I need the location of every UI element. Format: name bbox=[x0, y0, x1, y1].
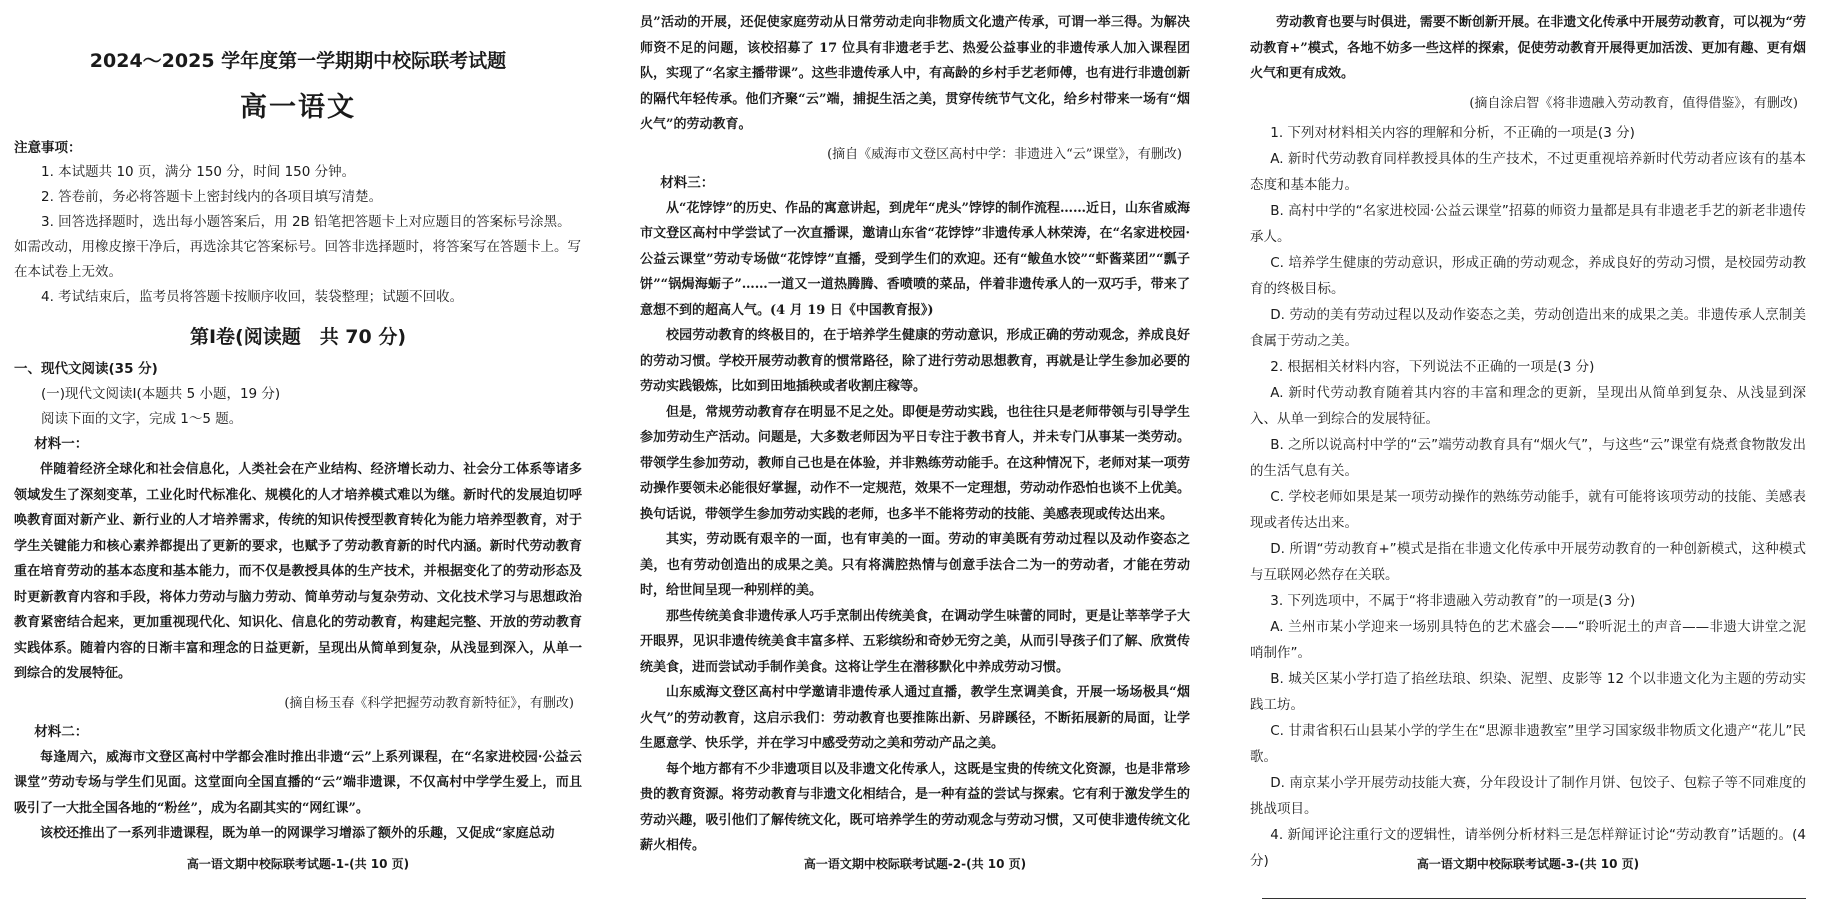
question-1-option: D. 劳动的美有劳动过程以及动作姿态之美，劳动创造出来的成果之美。非遗传承人烹制美食属于劳动之美。 bbox=[1250, 306, 1806, 349]
page-footer: 高一语文期中校际联考试题-2-(共 10 页) bbox=[803, 857, 1027, 871]
question-2-option: C. 学校老师如果是某一项劳动操作的熟练劳动能手，就有可能将该项劳动的技能、美感表现或者传达出来。 bbox=[1250, 488, 1806, 531]
question-3-option: A. 兰州市某小学迎来一场别具特色的艺术盛会——“聆听泥土的声音——非遗大讲堂之泥哨制作”。 bbox=[1250, 618, 1806, 661]
note-item: 4. 考试结束后，监考员将答题卡按顺序收回，装袋整理；试题不回收。 bbox=[41, 289, 464, 305]
question-1-option: B. 高村中学的“名家进校园·公益云课堂”招募的师资力量都是具有非遗老手艺的新老非遗传承人。 bbox=[1250, 202, 1806, 245]
page-1 bbox=[0, 0, 600, 900]
reading-instruction: 阅读下面的文字，完成 1～5 题。 bbox=[41, 411, 243, 427]
notes-heading: 注意事项： bbox=[14, 140, 82, 156]
material-3-paragraph: 从“花饽饽”的历史、作品的寓意讲起，到虎年“虎头”饽饽的制作流程……近日，山东省威海市文登区高村中学尝试了一次直播课，邀请山东省“花饽饽”非遗传承人林荣涛，在“名家进校园·公益云课堂”劳动专场做“花饽饽”直播，受到学生们的欢迎。还有“鲅鱼水饺”“虾酱菜团”“瓢子饼”“锅焗海蛎子”……一道又一道热腾腾、香喷喷的菜品，伴着非遗传承人的一双巧手，带来了意想不到的超高人气。(4 月 19 日《中国教育报》) bbox=[640, 200, 1190, 318]
question-1-stem: 1. 下列对材料相关内容的理解和分析，不正确的一项是(3 分) bbox=[1270, 124, 1635, 141]
material-3-continued: 劳动教育也要与时俱进，需要不断创新开展。在非遗文化传承中开展劳动教育，可以视为“劳动教育+”模式，各地不妨多一些这样的探索，促使劳动教育开展得更加活泼、更加有趣、更有烟火气和更有成效。 bbox=[1250, 15, 1806, 81]
material-3-paragraph: 那些传统美食非遗传承人巧手烹制出传统美食，在调动学生味蕾的同时，更是让莘莘学子大开眼界，见识非遗传统美食丰富多样、五彩缤纷和奇妙无穷之美，从而引导孩子们了解、欣赏传统美食，进而尝试动手制作美食。这将让学生在潜移默化中养成劳动习惯。 bbox=[640, 608, 1190, 675]
material-2-paragraph: 每逢周六，威海市文登区高村中学都会准时推出非遗“云”上系列课程，在“名家进校园·公益云课堂”劳动专场与学生们见面。这堂面向全国直播的“云”端非遗课，不仅高村中学学生爱上，而且吸引了一大批全国各地的“粉丝”，成为名副其实的“网红课”。 bbox=[14, 749, 582, 816]
material-2-continued: 员”活动的开展，还促使家庭劳动从日常劳动走向非物质文化遗产传承，可谓一举三得。为解决师资不足的问题，该校招募了 17 位具有非遗老手艺、热爱公益事业的非遗传承人加入课程团队，实现了“名家主播带课”。这些非遗传承人中，有高龄的乡村手艺老师傅，也有进行非遗创新的隔代年轻传承。他们齐聚“云”端，捕捉生活之美，贯穿传统节气文化，给乡村带来一场有“烟火气”的劳动教育。 bbox=[640, 15, 1190, 132]
material-2-heading: 材料二： bbox=[34, 723, 89, 740]
section-heading: 一、现代文阅读(35 分) bbox=[14, 361, 158, 377]
material-3-paragraph: 但是，常规劳动教育存在明显不足之处。即便是劳动实践，也往往只是老师带领与引导学生参加劳动生产活动。问题是，大多数老师因为平日专注于教书育人，并未专门从事某一类劳动。带领学生参加劳动，教师自己也是在体验，并非熟练劳动能手。在这种情况下，老师对某一项劳动操作要领未必能很好掌握，动作不一定规范，效果不一定理想，劳动动作恐怕也谈不上优美。换句话说，带领学生参加劳动实践的老师，也多半不能将劳动的技能、美感表现或传达出来。 bbox=[640, 404, 1190, 522]
note-item: 1. 本试题共 10 页，满分 150 分，时间 150 分钟。 bbox=[41, 164, 356, 180]
material-3-paragraph: 校园劳动教育的终极目的，在于培养学生健康的劳动意识，形成正确的劳动观念，养成良好的劳动习惯。学校开展劳动教育的惯常路径，除了进行劳动思想教育，再就是让学生参加必要的劳动实践锻炼，比如到田地插秧或者收割庄稼等。 bbox=[640, 328, 1190, 394]
question-3-option: C. 甘肃省积石山县某小学的学生在“思源非遗教室”里学习国家级非物质文化遗产“花儿”民歌。 bbox=[1250, 722, 1806, 765]
material-3-paragraph: 其实，劳动既有艰辛的一面，也有审美的一面。劳动的审美既有劳动过程以及动作姿态之美，也有劳动创造出的成果之美。只有将满腔热情与创意手法合二为一的劳动者，才能在劳动时，给世间呈现一种别样的美。 bbox=[640, 532, 1190, 598]
question-1-option: C. 培养学生健康的劳动意识，形成正确的劳动观念，养成良好的劳动习惯，是校园劳动教育的终极目标。 bbox=[1250, 254, 1806, 297]
question-1-option: A. 新时代劳动教育同样教授具体的生产技术，不过更重视培养新时代劳动者应该有的基本态度和基本能力。 bbox=[1250, 150, 1806, 193]
material-1-text: 伴随着经济全球化和社会信息化，人类社会在产业结构、经济增长动力、社会分工体系等诸多领域发生了深刻变革，工业化时代标准化、规模化的人才培养模式难以为继。新时代的发展迫切呼唤教育面对新产业、新行业的人才培养需求，传统的知识传授型教育转化为能力培养型教育，对于学生关键能力和核心素养都提出了更新的要求，也赋予了劳动教育新的时代内涵。新时代劳动教育重在培育劳动的基本态度和基本能力，而不仅是教授具体的生产技术，并根据变化了的劳动形态及时更新教育内容和手段，将体力劳动与脑力劳动、简单劳动与复杂劳动、文化技术学习与思想政治教育紧密结合起来，更加重视现代化、知识化、信息化的劳动教育，构建起完整、开放的劳动教育实践体系。随着内容的日渐丰富和理念的日益更新，呈现出从简单到复杂，从浅显到深入，从单一到综合的发展特征。 bbox=[14, 462, 582, 681]
question-2-option: A. 新时代劳动教育随着其内容的丰富和理念的更新，呈现出从简单到复杂、从浅显到深入、从单一到综合的发展特征。 bbox=[1250, 384, 1806, 427]
page-footer: 高一语文期中校际联考试题-1-(共 10 页) bbox=[186, 857, 410, 871]
question-2-option: D. 所谓“劳动教育+”模式是指在非遗文化传承中开展劳动教育的一种创新模式，这种模式与互联网必然存在关联。 bbox=[1250, 540, 1806, 583]
material-1-heading: 材料一： bbox=[34, 436, 89, 452]
note-item: 2. 答卷前，务必将答题卡上密封线内的各项目填写清楚。 bbox=[41, 189, 383, 205]
exam-title: 2024～2025 学年度第一学期期中校际联考试题 bbox=[89, 50, 507, 72]
question-2-stem: 2. 根据相关材料内容，下列说法不正确的一项是(3 分) bbox=[1270, 358, 1595, 375]
question-2-option: B. 之所以说高村中学的“云”端劳动教育具有“烟火气”，与这些“云”课堂有烧煮食物散发出的生活气息有关。 bbox=[1250, 436, 1806, 479]
material-3-paragraph: 每个地方都有不少非遗项目以及非遗文化传承人，这既是宝贵的传统文化资源，也是非常珍贵的教育资源。将劳动教育与非遗文化相结合，是一种有益的尝试与探索。它有利于激发学生的劳动兴趣，吸引他们了解传统文化，既可培养学生的劳动观念与劳动习惯，又可使非遗传统文化薪火相传。 bbox=[640, 761, 1190, 853]
subsection-heading: (一)现代文阅读Ⅰ(本题共 5 小题，19 分) bbox=[41, 386, 281, 402]
material-3-source: (摘自涂启智《将非遗融入劳动教育，值得借鉴》，有删改) bbox=[1469, 95, 1798, 111]
page-2 bbox=[600, 0, 1210, 900]
question-3-option: B. 城关区某小学打造了掐丝珐琅、织染、泥塑、皮影等 12 个以非遗文化为主题的劳动实践工坊。 bbox=[1250, 670, 1806, 713]
material-3-paragraph: 山东威海文登区高村中学邀请非遗传承人通过直播，教学生烹调美食，开展一场场极具“烟火气”的劳动教育，这启示我们：劳动教育也要推陈出新、另辟蹊径，不断拓展新的局面，让学生愿意学、快乐学，并在学习中感受劳动之美和劳动产品之美。 bbox=[640, 685, 1190, 751]
material-2-source: (摘自《威海市文登区高村中学：非遗进入“云”课堂》，有删改) bbox=[827, 146, 1182, 162]
answer-line bbox=[1262, 888, 1806, 899]
question-4-stem: 4. 新闻评论注重行文的逻辑性，请举例分析材料三是怎样辩证讨论“劳动教育”话题的。(4 分) bbox=[1250, 826, 1806, 869]
material-3-heading: 材料三： bbox=[660, 174, 715, 191]
subject-title: 高一语文 bbox=[240, 92, 356, 123]
note-item: 3. 回答选择题时，选出每小题答案后，用 2B 铅笔把答题卡上对应题目的答案标号涂黑。如需改动，用橡皮擦干净后，再选涂其它答案标号。回答非选择题时，将答案写在答题卡上。写在本试卷上无效。 bbox=[14, 214, 581, 280]
volume-title: 第Ⅰ卷(阅读题 共 70 分) bbox=[189, 326, 407, 348]
page-footer: 高一语文期中校际联考试题-3-(共 10 页) bbox=[1416, 857, 1640, 871]
page-3 bbox=[1210, 0, 1838, 900]
material-2-paragraph: 该校还推出了一系列非遗课程，既为单一的网课学习增添了额外的乐趣，又促成“家庭总动 bbox=[40, 826, 555, 841]
question-3-stem: 3. 下列选项中，不属于“将非遗融入劳动教育”的一项是(3 分) bbox=[1270, 592, 1636, 609]
material-1-source: (摘自杨玉春《科学把握劳动教育新特征》，有删改) bbox=[284, 695, 574, 711]
question-3-option: D. 南京某小学开展劳动技能大赛，分年段设计了制作月饼、包饺子、包粽子等不同难度的挑战项目。 bbox=[1250, 774, 1806, 817]
